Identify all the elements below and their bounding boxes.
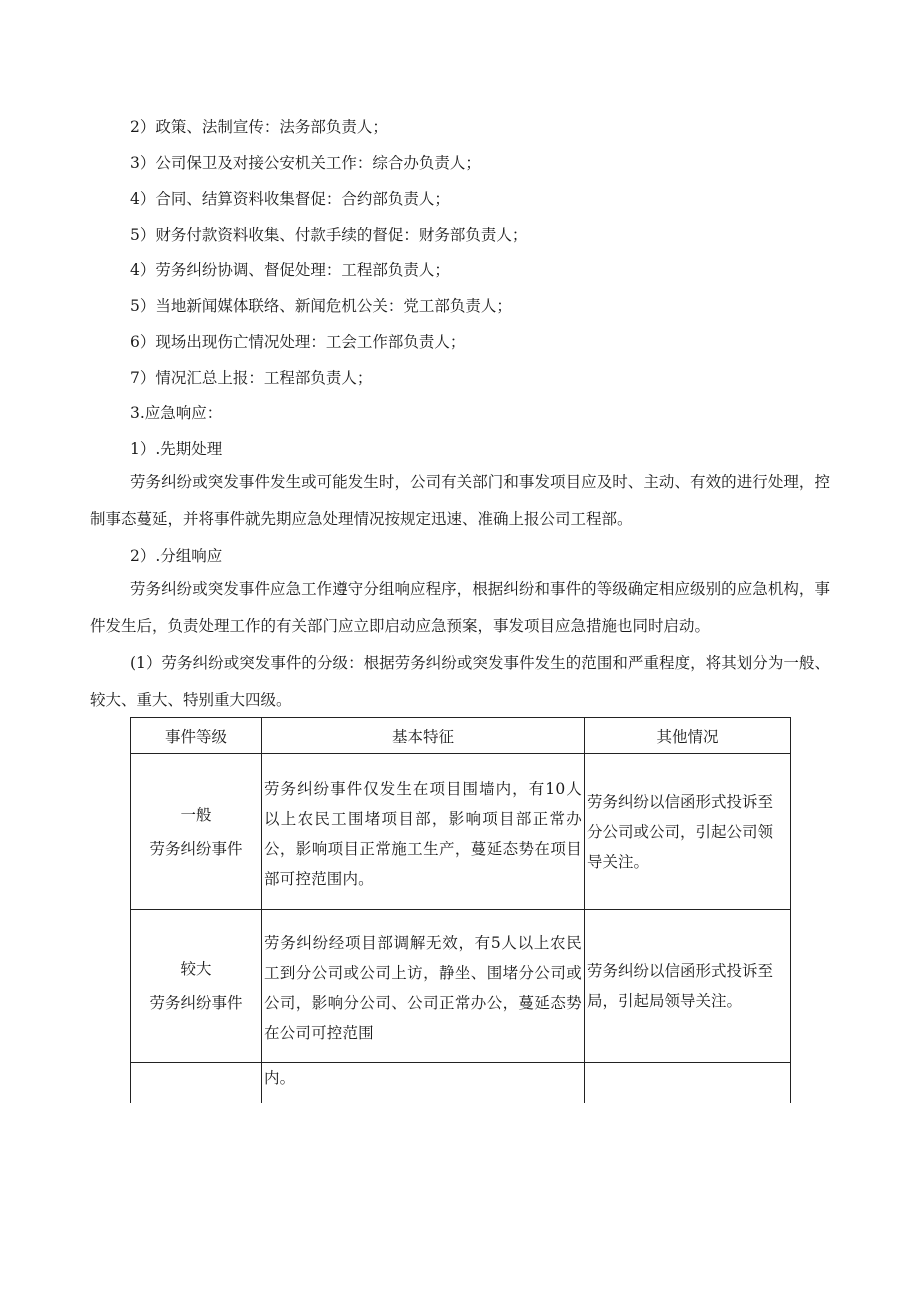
- grade-cell: [131, 754, 262, 910]
- list-item: 4）劳务纠纷协调、督促处理：工程部负责人；: [130, 261, 450, 279]
- grade-type: 劳务纠纷事件: [149, 994, 243, 1012]
- table-header-cell: 其他情况: [584, 718, 790, 754]
- grade-cell: [131, 910, 262, 1063]
- grade-level: 较大: [180, 960, 212, 978]
- list-item: 5）当地新闻媒体联络、新闻危机公关：党工部负责人；: [130, 297, 512, 315]
- table-header-cell: 基本特征: [261, 718, 584, 754]
- list-item: 2）政策、法制宣传：法务部负责人；: [130, 118, 388, 136]
- grade-level: 一般: [180, 805, 212, 824]
- event-grade-table: [130, 717, 791, 1103]
- feature-cell: 劳务纠纷事件仅发生在项目围墙内，有10人以上农民工围堵项目部，影响项目部正常办公，影响项目正常施工生产，蔓延态势在项目部可控范围内。: [261, 754, 584, 910]
- grade-type: 劳务纠纷事件: [149, 839, 243, 858]
- paragraph: 劳务纠纷或突发事件应急工作遵守分组响应程序，根据纠纷和事件的等级确定相应级别的应急机构，事件发生后，负责处理工作的有关部门应立即启动应急预案，事发项目应急措施也同时启动。: [90, 580, 830, 635]
- feature-continuation-cell: 内。: [261, 1063, 584, 1104]
- table-header-row: [131, 718, 791, 754]
- table-row: [131, 1063, 791, 1104]
- other-cell: 劳务纠纷以信函形式投诉至分公司或公司，引起公司领导关注。: [584, 754, 790, 910]
- paragraph: (1）劳务纠纷或突发事件的分级：根据劳务纠纷或突发事件发生的范围和严重程度，将其划分为一般、较大、重大、特别重大四级。: [90, 654, 830, 709]
- empty-cell: [584, 1063, 790, 1104]
- subsection-heading: 1）.先期处理: [130, 440, 223, 458]
- list-item: 5）财务付款资料收集、付款手续的督促：财务部负责人；: [130, 226, 528, 244]
- table-row: [131, 754, 791, 910]
- table-row: [131, 910, 791, 1063]
- list-item: 4）合同、结算资料收集督促：合约部负责人；: [130, 190, 450, 208]
- list-item: 3）公司保卫及对接公安机关工作：综合办负责人；: [130, 154, 481, 172]
- table-header-cell: 事件等级: [131, 718, 262, 754]
- empty-cell: [131, 1063, 262, 1104]
- subsection-heading: 2）.分组响应: [130, 547, 223, 565]
- feature-cell: 劳务纠纷经项目部调解无效，有5人以上农民工到分公司或公司上访，静坐、围堵分公司或公司，影响分公司、公司正常办公，蔓延态势在公司可控范围: [261, 910, 584, 1063]
- list-item: 7）情况汇总上报：工程部负责人；: [130, 369, 373, 387]
- paragraph: 劳务纠纷或突发事件发生或可能发生时，公司有关部门和事发项目应及时、主动、有效的进行处理，控制事态蔓延，并将事件就先期应急处理情况按规定迅速、准确上报公司工程部。: [90, 473, 830, 528]
- section-heading: 3.应急响应：: [130, 404, 223, 422]
- other-cell: 劳务纠纷以信函形式投诉至局，引起局领导关注。: [584, 910, 790, 1063]
- list-item: 6）现场出现伤亡情况处理：工会工作部负责人；: [130, 333, 466, 351]
